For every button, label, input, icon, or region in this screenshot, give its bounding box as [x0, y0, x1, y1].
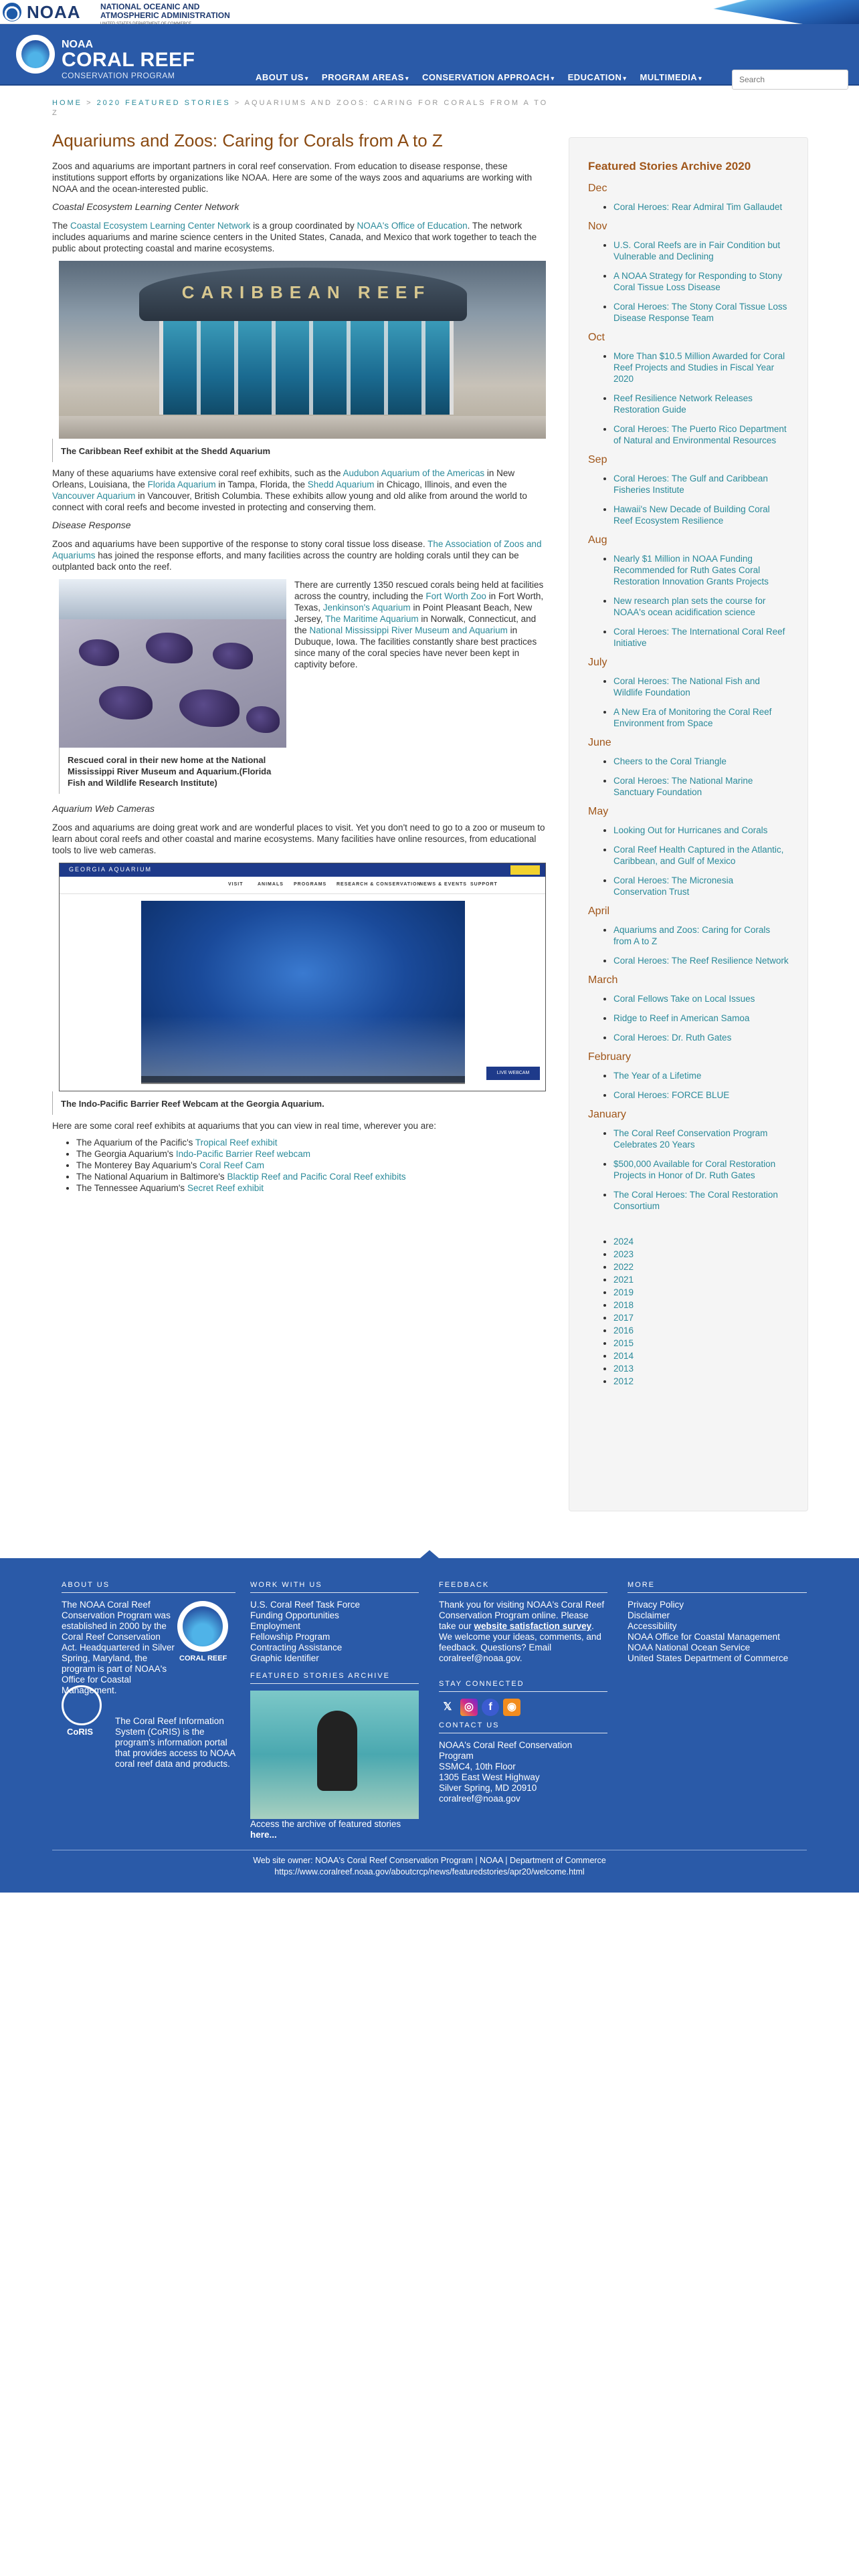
noaa-top-bar: [0, 0, 859, 24]
text: There are currently 1350 rescued corals being held at facilities across the country, including the: [294, 580, 544, 601]
coris-logo-icon[interactable]: [62, 1685, 102, 1725]
footer-owner: Web site owner: NOAA's Coral Reef Conservation Program | NOAA | Department of Commerce: [253, 1856, 606, 1865]
link-fort-worth-zoo[interactable]: Fort Worth Zoo: [425, 591, 486, 601]
link-tropical-reef-exhibit[interactable]: Tropical Reef exhibit: [195, 1138, 278, 1148]
nav-conservation-approach[interactable]: [422, 72, 555, 82]
coral-reef-logo-icon[interactable]: [16, 35, 55, 74]
article: [52, 130, 547, 1194]
coral-fragment: [179, 689, 240, 727]
realtime-exhibits-list: [76, 1137, 547, 1194]
sidebar-title: Featured Stories Archive 2020: [588, 160, 751, 173]
link-maritime-aquarium[interactable]: The Maritime Aquarium: [325, 614, 419, 624]
webcam-nav-item: ANIMALS: [258, 882, 284, 887]
sidebar-story-link[interactable]: • Coral Heroes: The Puerto Rico Department of Natural and Environmental Resources: [613, 423, 789, 446]
coral-fragment: [99, 686, 153, 720]
text: . We welcome your ideas, comments, and feedback. Questions? Email coralreef@noaa.gov.: [439, 1621, 601, 1663]
caption-webcam: The Indo-Pacific Barrier Reef Webcam at the Georgia Aquarium.: [52, 1091, 547, 1115]
footer-coris-text: The Coral Reef Information System (CoRIS) is the program's information portal that provides access to NOAA coral reef data and products.: [115, 1716, 235, 1769]
footer-contact-heading: CONTACT US: [439, 1721, 607, 1733]
facebook-icon[interactable]: f: [482, 1699, 499, 1716]
sidebar-year-link[interactable]: • 2013: [613, 1363, 789, 1374]
sidebar-story-link[interactable]: • Coral Heroes: The Stony Coral Tissue Loss Disease Response Team: [613, 301, 789, 324]
sidebar-month-heading: Dec: [588, 183, 607, 194]
footer-bottom: [0, 1855, 859, 1878]
nav-conservation-approach-label: CONSERVATION APPROACH: [421, 72, 550, 82]
link-vancouver-aquarium[interactable]: Vancouver Aquarium: [52, 491, 136, 501]
footer-feedback-heading: FEEDBACK: [439, 1581, 607, 1593]
footer-url: https://www.coralreef.noaa.gov/aboutcrcp/news/featuredstories/apr20/welcome.html: [274, 1867, 585, 1876]
sidebar-month-list: [613, 1128, 789, 1212]
webcam-nav-item: SUPPORT: [470, 882, 498, 887]
caret-down-icon: ▾: [698, 75, 702, 82]
contact-line: Silver Spring, MD 20910: [439, 1783, 537, 1793]
sidebar-month-list: [613, 553, 789, 649]
link-celc-network[interactable]: Coastal Ecosystem Learning Center Network: [70, 221, 251, 231]
sidebar-months: [588, 183, 789, 1212]
footer-more: [628, 1581, 807, 1664]
sidebar-story-link[interactable]: • Coral Reef Health Captured in the Atlantic, Caribbean, and Gulf of Mexico: [613, 844, 789, 867]
webcam-nav-item: PROGRAMS: [294, 882, 327, 887]
breadcrumb-home[interactable]: HOME: [52, 99, 82, 107]
webcam-nav-item: RESEARCH & CONSERVATION: [337, 882, 421, 887]
sidebar-month-list: [613, 924, 789, 966]
sidebar-story-link[interactable]: • The Coral Reef Conservation Program Celebrates 20 Years: [613, 1128, 789, 1150]
text: in Tampa, Florida, the: [215, 479, 308, 490]
sidebar-story-link[interactable]: • More Than $10.5 Million Awarded for Coral Reef Projects and Studies in Fiscal Year 2020: [613, 350, 789, 385]
rescued-coral-paragraph: [294, 579, 547, 794]
footer-archive-image[interactable]: [250, 1691, 419, 1819]
page-title: Aquariums and Zoos: Caring for Corals from A to Z: [52, 130, 443, 150]
sidebar-story-link[interactable]: • Nearly $1 Million in NOAA Funding Recommended for Ruth Gates Coral Restoration Innovation Grants Projects: [613, 553, 789, 587]
noaa-line2: ATMOSPHERIC ADMINISTRATION: [100, 11, 230, 20]
exhibit-sign: CARIBBEAN REEF: [181, 282, 432, 302]
header-noaa-label[interactable]: NOAA: [62, 39, 94, 50]
caret-down-icon: ▾: [304, 75, 308, 82]
webcam-ticket-badge: [510, 865, 540, 875]
caret-down-icon: ▾: [551, 75, 555, 82]
contact-line: SSMC4, 10th Floor: [439, 1761, 516, 1772]
text: The Aquarium of the Pacific's: [76, 1138, 195, 1148]
list-item: [76, 1171, 547, 1182]
figure-caribbean-reef: [52, 261, 547, 462]
sidebar-month-heading: April: [588, 905, 610, 917]
text: is a group coordinated by: [250, 221, 357, 231]
coral-fragment: [146, 633, 193, 663]
list-item: [76, 1148, 547, 1160]
webcam-site-bar: [60, 863, 545, 877]
text: in Point Pleasant Beach, New Jersey,: [294, 603, 533, 624]
text: The National Aquarium in Baltimore's: [76, 1172, 227, 1182]
text: in Norwalk, Connecticut, and the: [294, 614, 537, 635]
nav-multimedia[interactable]: [640, 72, 702, 82]
contact-line: 1305 East West Highway: [439, 1772, 540, 1782]
nav-about-us[interactable]: [256, 72, 308, 82]
sidebar-month-heading: July: [588, 657, 607, 668]
breadcrumb-section[interactable]: 2020 FEATURED STORIES: [96, 99, 231, 107]
list-item: [76, 1137, 547, 1148]
footer-link-accessibility[interactable]: Accessibility: [628, 1621, 677, 1631]
footer-feedback-text: [439, 1600, 607, 1664]
footer-link-commerce[interactable]: United States Department of Commerce: [628, 1653, 789, 1663]
header-site-title[interactable]: CORAL REEF: [62, 49, 195, 71]
georgia-aquarium-webcam-image: [59, 863, 546, 1091]
text: The Tennessee Aquarium's: [76, 1183, 187, 1193]
sidebar-story-link[interactable]: • Reef Resilience Network Releases Restoration Guide: [613, 393, 789, 415]
webcam-site-nav: [60, 877, 545, 894]
exhibit-floor: [59, 416, 546, 439]
sidebar-story-link[interactable]: • Coral Heroes: The Reef Resilience Network: [613, 955, 789, 966]
sidebar-story-link[interactable]: • Coral Heroes: FORCE BLUE: [613, 1089, 789, 1101]
footer-link-funding[interactable]: Funding Opportunities: [250, 1610, 339, 1620]
footer-link-ocm[interactable]: NOAA Office for Coastal Management: [628, 1632, 780, 1642]
figure-rescued-coral: [59, 579, 286, 794]
sidebar-story-link[interactable]: • A New Era of Monitoring the Coral Reef Environment from Space: [613, 706, 789, 729]
nav-about-us-label: ABOUT US: [256, 72, 304, 82]
footer-stay-connected-heading: STAY CONNECTED: [439, 1680, 607, 1692]
webcam-nav-item: VISIT: [228, 882, 244, 887]
sidebar-month-heading: Aug: [588, 534, 607, 546]
heading-webcams: Aquarium Web Cameras: [52, 803, 155, 814]
sidebar-story-link[interactable]: • Coral Heroes: The Micronesia Conservation Trust: [613, 875, 789, 897]
sidebar-year-link[interactable]: • 2023: [613, 1249, 789, 1260]
link-audubon-aquarium[interactable]: Audubon Aquarium of the Americas: [343, 468, 485, 478]
footer-archive-link[interactable]: here...: [250, 1830, 277, 1840]
nav-program-areas-label: PROGRAM AREAS: [321, 72, 404, 82]
link-aza[interactable]: The Association of Zoos and Aquariums: [52, 539, 542, 560]
sidebar-story-link[interactable]: • U.S. Coral Reefs are in Fair Condition but Vulnerable and Declining: [613, 239, 789, 262]
text: . The network includes aquariums and marine science centers in the United States, Canada, and Mexico that work together to teach the public about protecting coastal and marine ecosystems.: [52, 221, 537, 253]
heading-disease-response: Disease Response: [52, 520, 131, 530]
link-coral-reef-cam[interactable]: Coral Reef Cam: [199, 1160, 264, 1170]
footer-link-task-force[interactable]: U.S. Coral Reef Task Force: [250, 1600, 361, 1610]
footer-more-heading: MORE: [628, 1581, 807, 1593]
link-shedd-aquarium[interactable]: Shedd Aquarium: [307, 479, 375, 490]
x-twitter-icon[interactable]: 𝕏: [443, 1701, 452, 1713]
site-header: [0, 24, 859, 86]
sidebar-year-link[interactable]: • 2012: [613, 1376, 789, 1387]
sidebar-story-link[interactable]: • Coral Heroes: The Gulf and Caribbean Fisheries Institute: [613, 473, 789, 496]
footer-logo-text: CORAL REEF: [179, 1654, 227, 1662]
footer-archive-text: [250, 1819, 419, 1840]
sidebar-month-list: [613, 993, 789, 1043]
footer-work-list: [250, 1600, 419, 1664]
nav-multimedia-label: MULTIMEDIA: [640, 72, 698, 82]
coral-fragment: [79, 639, 119, 666]
caribbean-reef-image: [59, 261, 546, 439]
footer-work-with-us: [250, 1581, 419, 1840]
sidebar-month-heading: June: [588, 737, 611, 748]
footer-link-graphic-identifier[interactable]: Graphic Identifier: [250, 1653, 319, 1663]
sidebar-story-link[interactable]: • Ridge to Reef in American Samoa: [613, 1012, 789, 1024]
text: Thank you for visiting NOAA's Coral Reef Conservation Program online. Please take our: [439, 1600, 605, 1631]
sidebar-archive: [569, 137, 808, 1511]
text: in Chicago, Illinois, and even the: [374, 479, 507, 490]
sidebar-month-heading: May: [588, 806, 609, 817]
footer-link-fellowship[interactable]: Fellowship Program: [250, 1632, 330, 1642]
footer-link-disclaimer[interactable]: Disclaimer: [628, 1610, 670, 1620]
text: The: [52, 221, 71, 231]
breadcrumb-current: AQUARIUMS AND ZOOS: CARING FOR CORALS FROM A TO Z: [52, 99, 549, 117]
list-item: [76, 1160, 547, 1171]
sidebar-story-link[interactable]: • Looking Out for Hurricanes and Corals: [613, 825, 789, 836]
breadcrumb-separator: >: [234, 99, 242, 107]
intro-paragraph: Zoos and aquariums are important partners in coral reef conservation. From education to disease response, these institutions support efforts by organizations like NOAA. Here are some of the ways zoos and aquariums are working with NOAA and the ocean-interested public.: [52, 161, 533, 194]
caption-caribbean-reef: The Caribbean Reef exhibit at the Shedd Aquarium: [52, 439, 547, 462]
footer-feedback: [439, 1581, 607, 1804]
breadcrumb: [52, 98, 554, 118]
sidebar-year-link[interactable]: • 2018: [613, 1299, 789, 1311]
coral-fragment: [213, 643, 253, 669]
nav-education-label: EDUCATION: [567, 72, 622, 82]
noaa-wordmark[interactable]: NOAA: [27, 2, 81, 22]
noaa-logo-icon[interactable]: [3, 3, 21, 21]
sidebar-month-list: [613, 350, 789, 446]
disease-paragraph: [52, 538, 547, 572]
footer-coral-reef-logo-icon: [177, 1601, 228, 1652]
sidebar-story-link[interactable]: • Hawaii's New Decade of Building Coral Reef Ecosystem Resilience: [613, 504, 789, 526]
sidebar-story-link[interactable]: • Coral Heroes: The National Fish and Wildlife Foundation: [613, 675, 789, 698]
sidebar-story-link[interactable]: • New research plan sets the course for NOAA's ocean acidification science: [613, 595, 789, 618]
webcam-nav-item: NEWS & EVENTS: [419, 882, 467, 887]
tank-window: [59, 579, 286, 619]
social-links: [439, 1699, 607, 1716]
sidebar-story-link[interactable]: • Coral Heroes: The National Marine Sanctuary Foundation: [613, 775, 789, 798]
sidebar-month-heading: Nov: [588, 221, 607, 232]
breadcrumb-separator: >: [86, 99, 93, 107]
text: has joined the response efforts, and many facilities across the country are holding corals until they can be outplanted back onto the reef.: [52, 550, 519, 572]
footer-link-contracting[interactable]: Contracting Assistance: [250, 1642, 343, 1652]
link-jenkinsons-aquarium[interactable]: Jenkinson's Aquarium: [322, 603, 411, 613]
footer-link-employment[interactable]: Employment: [250, 1621, 301, 1631]
text: in Vancouver, British Columbia. These exhibits allow young and old alike from around the world to connect with coral reefs and become invested in protecting and conserving them.: [52, 491, 527, 512]
sidebar-story-link[interactable]: • The Year of a Lifetime: [613, 1070, 789, 1081]
link-indo-pacific-webcam[interactable]: Indo-Pacific Barrier Reef webcam: [175, 1149, 310, 1159]
sidebar-year-link[interactable]: • 2021: [613, 1274, 789, 1285]
sidebar-month-list: [613, 473, 789, 526]
text: in New Orleans, Louisiana, the: [52, 468, 515, 490]
sidebar-story-link[interactable]: • Coral Fellows Take on Local Issues: [613, 993, 789, 1004]
sidebar-year-link[interactable]: • 2016: [613, 1325, 789, 1336]
exhibit-tank: [159, 321, 454, 415]
sidebar-month-heading: February: [588, 1051, 632, 1063]
footer-about-heading: ABOUT US: [62, 1581, 235, 1593]
realtime-exhibits-intro: Here are some coral reef exhibits at aquariums that you can view in real time, wherever you are:: [52, 1121, 437, 1131]
text: The Monterey Bay Aquarium's: [76, 1160, 200, 1170]
instagram-icon[interactable]: ◎: [460, 1699, 478, 1716]
sidebar-month-heading: January: [588, 1109, 626, 1120]
sidebar-month-list: [613, 675, 789, 729]
caret-down-icon: ▾: [623, 75, 627, 82]
text: Access the archive of featured stories: [250, 1819, 401, 1829]
nav-program-areas[interactable]: [322, 72, 409, 82]
list-item: [76, 1182, 547, 1194]
text: in Dubuque, Iowa. The facilities constantly share best practices since many of the coral species have never been kept in captivity before.: [294, 625, 537, 669]
sidebar-month-list: [613, 239, 789, 324]
site-footer: [0, 1558, 859, 1893]
sidebar-month-list: [613, 1070, 789, 1101]
rescued-coral-section: [52, 579, 547, 794]
coris-label: CoRIS: [67, 1727, 93, 1737]
text: The Georgia Aquarium's: [76, 1149, 176, 1159]
link-mississippi-river-museum[interactable]: National Mississippi River Museum and Aquarium: [309, 625, 508, 635]
text: Many of these aquariums have extensive coral reef exhibits, such as the: [52, 468, 343, 478]
sidebar-story-link[interactable]: • Coral Heroes: Rear Admiral Tim Gallaudet: [613, 201, 789, 213]
sidebar-month-heading: March: [588, 974, 618, 986]
webcam-video-controls: [141, 1076, 465, 1084]
footer-link-privacy[interactable]: Privacy Policy: [628, 1600, 684, 1610]
sidebar-year-link[interactable]: • 2015: [613, 1337, 789, 1349]
sidebar-year-link[interactable]: • 2022: [613, 1261, 789, 1273]
sidebar-month-heading: Sep: [588, 454, 607, 465]
sidebar-month-list: [613, 756, 789, 798]
figure-webcam: [52, 863, 547, 1115]
sidebar-story-link[interactable]: • A NOAA Strategy for Responding to Stony Coral Tissue Loss Disease: [613, 270, 789, 293]
sidebar-year-link[interactable]: • 2019: [613, 1287, 789, 1298]
footer-more-list: [628, 1600, 807, 1664]
sidebar-story-link[interactable]: • Cheers to the Coral Triangle: [613, 756, 789, 767]
nav-education[interactable]: [568, 72, 627, 82]
rescued-coral-image: [59, 579, 286, 748]
celc-paragraph: [52, 220, 547, 254]
noaa-line1: NATIONAL OCEANIC AND: [100, 2, 200, 11]
rss-icon[interactable]: ◉: [503, 1699, 520, 1716]
webcam-video-frame: [141, 901, 465, 1083]
sidebar-month-list: [613, 825, 789, 897]
sidebar-year-link[interactable]: • 2017: [613, 1312, 789, 1323]
text: Zoos and aquariums have been supportive of the response to stony coral tissue loss disease.: [52, 539, 428, 549]
webcams-paragraph: Zoos and aquariums are doing great work and are wonderful places to visit. Yet you don't need to go to a zoo or museum to learn about coral reefs and other coastal and marine ecosystems. Many facilities have online resources, from educational tools to live web cameras.: [52, 823, 545, 855]
noaa-swoosh-graphic: [578, 0, 859, 24]
footer-about-text: The NOAA Coral Reef Conservation Program was established in 2000 by the Coral Reef Conservation Act. Headquartered in Silver Spring, Maryland, the program is part of NOAA's Office for Coastal Management.: [62, 1600, 175, 1695]
search-input[interactable]: [732, 70, 848, 90]
sidebar-story-link[interactable]: • Coral Heroes: Dr. Ruth Gates: [613, 1032, 789, 1043]
sidebar-month-list: [613, 201, 789, 213]
sidebar-story-link[interactable]: • The Coral Heroes: The Coral Restoration Consortium: [613, 1189, 789, 1212]
header-program-label: CONSERVATION PROGRAM: [62, 71, 175, 80]
caption-rescued-coral: Rescued coral in their new home at the National Mississippi River Museum and Aquarium.(Florida Fish and Wildlife Research Institute): [59, 748, 286, 794]
sidebar-story-link[interactable]: • Aquariums and Zoos: Caring for Corals from A to Z: [613, 924, 789, 947]
footer-archive-heading: FEATURED STORIES ARCHIVE: [250, 1672, 419, 1684]
heading-celc: Coastal Ecosystem Learning Center Network: [52, 201, 240, 212]
footer-notch: [420, 1550, 439, 1558]
sidebar-years: [613, 1236, 789, 1387]
link-blacktip-reef-exhibits[interactable]: Blacktip Reef and Pacific Coral Reef exhibits: [227, 1172, 406, 1182]
contact-line: NOAA's Coral Reef Conservation Program: [439, 1740, 573, 1761]
sidebar-year-link[interactable]: • 2024: [613, 1236, 789, 1247]
link-florida-aquarium[interactable]: Florida Aquarium: [147, 479, 216, 490]
footer-survey-link[interactable]: website satisfaction survey: [474, 1621, 592, 1631]
diver-figure: [317, 1711, 357, 1791]
text: in Fort Worth, Texas,: [294, 591, 544, 613]
link-office-of-education[interactable]: NOAA's Office of Education: [357, 221, 468, 231]
sidebar-month-heading: Oct: [588, 332, 605, 343]
coral-fragment: [246, 706, 280, 733]
footer-link-nos[interactable]: NOAA National Ocean Service: [628, 1642, 751, 1652]
footer-contact-text: [439, 1740, 607, 1804]
contact-email-link[interactable]: coralreef@noaa.gov: [439, 1794, 520, 1804]
sidebar-story-link[interactable]: • Coral Heroes: The International Coral Reef Initiative: [613, 626, 789, 649]
exhibits-paragraph: [52, 467, 547, 513]
link-secret-reef-exhibit[interactable]: Secret Reef exhibit: [187, 1183, 264, 1193]
sidebar-story-link[interactable]: • $500,000 Available for Coral Restoration Projects in Honor of Dr. Ruth Gates: [613, 1158, 789, 1181]
main-nav: [256, 72, 702, 82]
caret-down-icon: ▾: [405, 75, 409, 82]
footer-work-heading: WORK WITH US: [250, 1581, 419, 1593]
webcam-cta-button: LIVE WEBCAM: [486, 1067, 540, 1080]
sidebar-year-link[interactable]: • 2014: [613, 1350, 789, 1362]
webcam-site-title: GEORGIA AQUARIUM: [69, 866, 153, 873]
